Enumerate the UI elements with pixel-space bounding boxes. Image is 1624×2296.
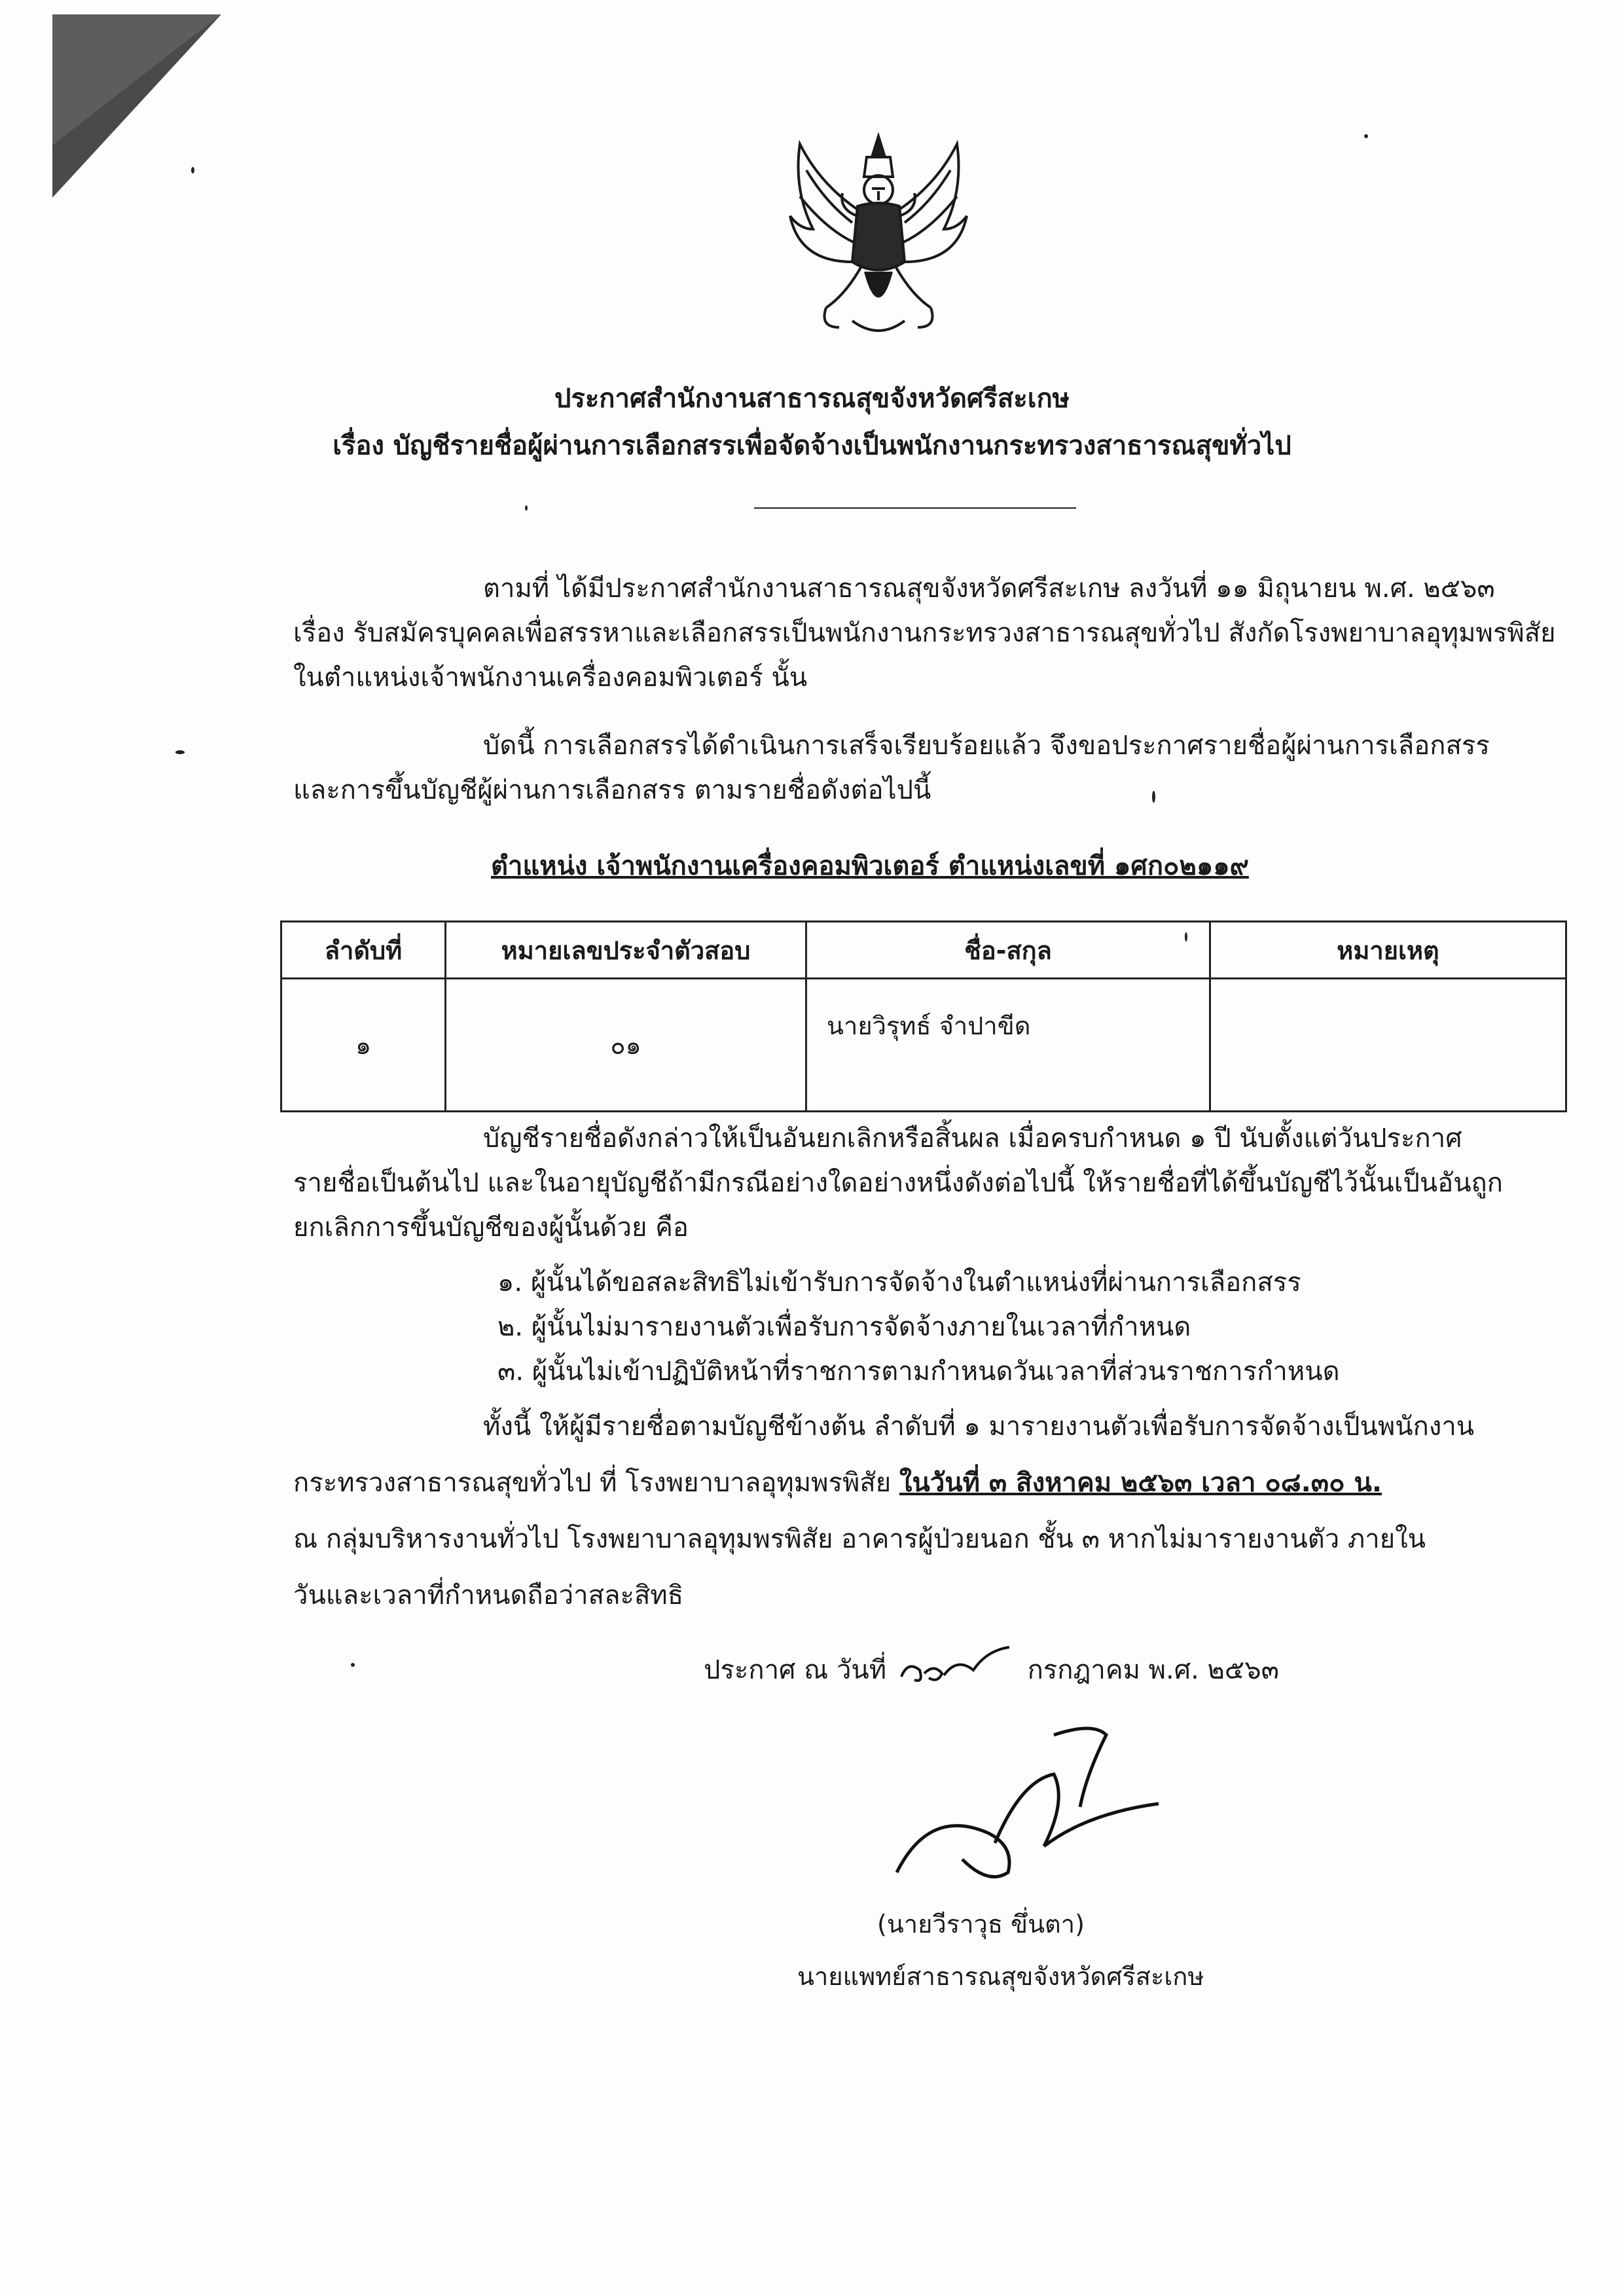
paragraph-2-line-1: บัดนี้ การเลือกสรรได้ดำเนินการเสร็จเรียบร้อยแล้ว จึงขอประกาศรายชื่อผู้ผ่านการเลือกสรร (483, 731, 1490, 761)
scan-speck (525, 505, 528, 511)
table-header-row (281, 922, 1566, 979)
conditions-line-1: บัญชีรายชื่อดังกล่าวให้เป็นอันยกเลิกหรือสิ้นผล เมื่อครบกำหนด ๑ ปี นับตั้งแต่วันประกาศ (483, 1123, 1462, 1154)
report-line-3: ณ กลุ่มบริหารงานทั่วไป โรงพยาบาลอุทุมพรพิสัย อาคารผู้ป่วยนอก ชั้น ๓ หากไม่มารายงานตัว ภายใน (293, 1524, 1426, 1554)
signer-name: (นายวีราวุธ ขึ่นตา) (877, 1910, 1085, 1939)
report-line-4: วันและเวลาที่กำหนดถือว่าสละสิทธิ (293, 1580, 684, 1611)
conditions-line-2: รายชื่อเป็นต้นไป และในอายุบัญชีถ้ามีกรณีอย่างใดอย่างหนึ่งดังต่อไปนี้ ให้รายชื่อที่ได้ขึ้นบัญชีไว้นั้นเป็นอันถูก (293, 1168, 1503, 1198)
announcement-subject: เรื่อง บัญชีรายชื่อผู้ผ่านการเลือกสรรเพื่อจัดจ้างเป็นพนักงานกระทรวงสาธารณสุขทั่วไป (333, 431, 1291, 461)
report-line-2 (293, 1461, 1382, 1504)
header-exam-id: หมายเลขประจำตัวสอบ (446, 922, 806, 979)
report-line-2-prefix: กระทรวงสาธารณสุขทั่วไป ที่ โรงพยาบาลอุทุมพรพิสัย (293, 1468, 899, 1498)
results-table (280, 920, 1567, 1112)
cell-name: นายวิรุทธ์ จำปาขีด (806, 979, 1210, 1112)
cell-order: ๑ (281, 979, 446, 1112)
conditions-line-3: ยกเลิกการขึ้นบัญชีของผู้นั้นด้วย คือ (293, 1212, 689, 1243)
scan-corner-shadow (52, 14, 221, 198)
scan-speck (175, 750, 185, 754)
date-suffix: กรกฎาคม พ.ศ. ๒๕๖๓ (1027, 1655, 1279, 1685)
paragraph-1-line-2: เรื่อง รับสมัครบุคคลเพื่อสรรหาและเลือกสรรเป็นพนักงานกระทรวงสาธารณสุขทั่วไป สังกัดโรงพยาบาลอุทุมพรพิสัย (293, 618, 1556, 648)
announcement-title: ประกาศสำนักงานสาธารณสุขจังหวัดศรีสะเกษ (554, 384, 1070, 414)
handwritten-day (895, 1652, 1019, 1691)
table-row (281, 979, 1566, 1112)
date-prefix: ประกาศ ณ วันที่ (704, 1655, 887, 1685)
scan-speck (1152, 791, 1155, 803)
condition-item-3: ๓. ผู้นั้นไม่เข้าปฏิบัติหน้าที่ราชการตามกำหนดวันเวลาที่ส่วนราชการกำหนด (497, 1357, 1340, 1387)
condition-item-1: ๑. ผู้นั้นได้ขอสละสิทธิไม่เข้ารับการจัดจ้างในตำแหน่งที่ผ่านการเลือกสรร (497, 1267, 1301, 1298)
title-divider (754, 507, 1076, 509)
signature-mark (890, 1715, 1165, 1905)
paragraph-1-line-3: ในตำแหน่งเจ้าพนักงานเครื่องคอมพิวเตอร์ นั้น (293, 663, 808, 693)
scan-speck (1364, 134, 1368, 138)
signer-title: นายแพทย์สาธารณสุขจังหวัดศรีสะเกษ (797, 1962, 1204, 1991)
scan-speck (191, 167, 194, 173)
paragraph-1-line-1: ตามที่ ได้มีประกาศสำนักงานสาธารณสุขจังหวัดศรีสะเกษ ลงวันที่ ๑๑ มิถุนายน พ.ศ. ๒๕๖๓ (483, 574, 1495, 604)
scan-speck (1185, 932, 1187, 941)
scan-speck (351, 1663, 355, 1667)
header-order: ลำดับที่ (281, 922, 446, 979)
header-name: ชื่อ-สกุล (806, 922, 1210, 979)
condition-item-2: ๒. ผู้นั้นไม่มารายงานตัวเพื่อรับการจัดจ้างภายในเวลาที่กำหนด (497, 1312, 1191, 1342)
cell-exam-id: ๐๑ (446, 979, 806, 1112)
paragraph-2-line-2: และการขึ้นบัญชีผู้ผ่านการเลือกสรร ตามรายชื่อดังต่อไปนี้ (293, 775, 931, 805)
announcement-date (704, 1649, 1279, 1691)
cell-note (1210, 979, 1566, 1112)
position-title: ตำแหน่ง เจ้าพนักงานเครื่องคอมพิวเตอร์ ตำแหน่งเลขที่ ๑ศก๐๒๑๑๙ (491, 851, 1249, 881)
header-note: หมายเหตุ (1210, 922, 1566, 979)
report-date-emphasis: ในวันที่ ๓ สิงหาคม ๒๕๖๓ เวลา ๐๘.๓๐ น. (899, 1468, 1382, 1498)
garuda-emblem-icon (780, 131, 977, 340)
report-line-1: ทั้งนี้ ให้ผู้มีรายชื่อตามบัญชีข้างต้น ลำดับที่ ๑ มารายงานตัวเพื่อรับการจัดจ้างเป็นพนักงาน (483, 1412, 1475, 1442)
